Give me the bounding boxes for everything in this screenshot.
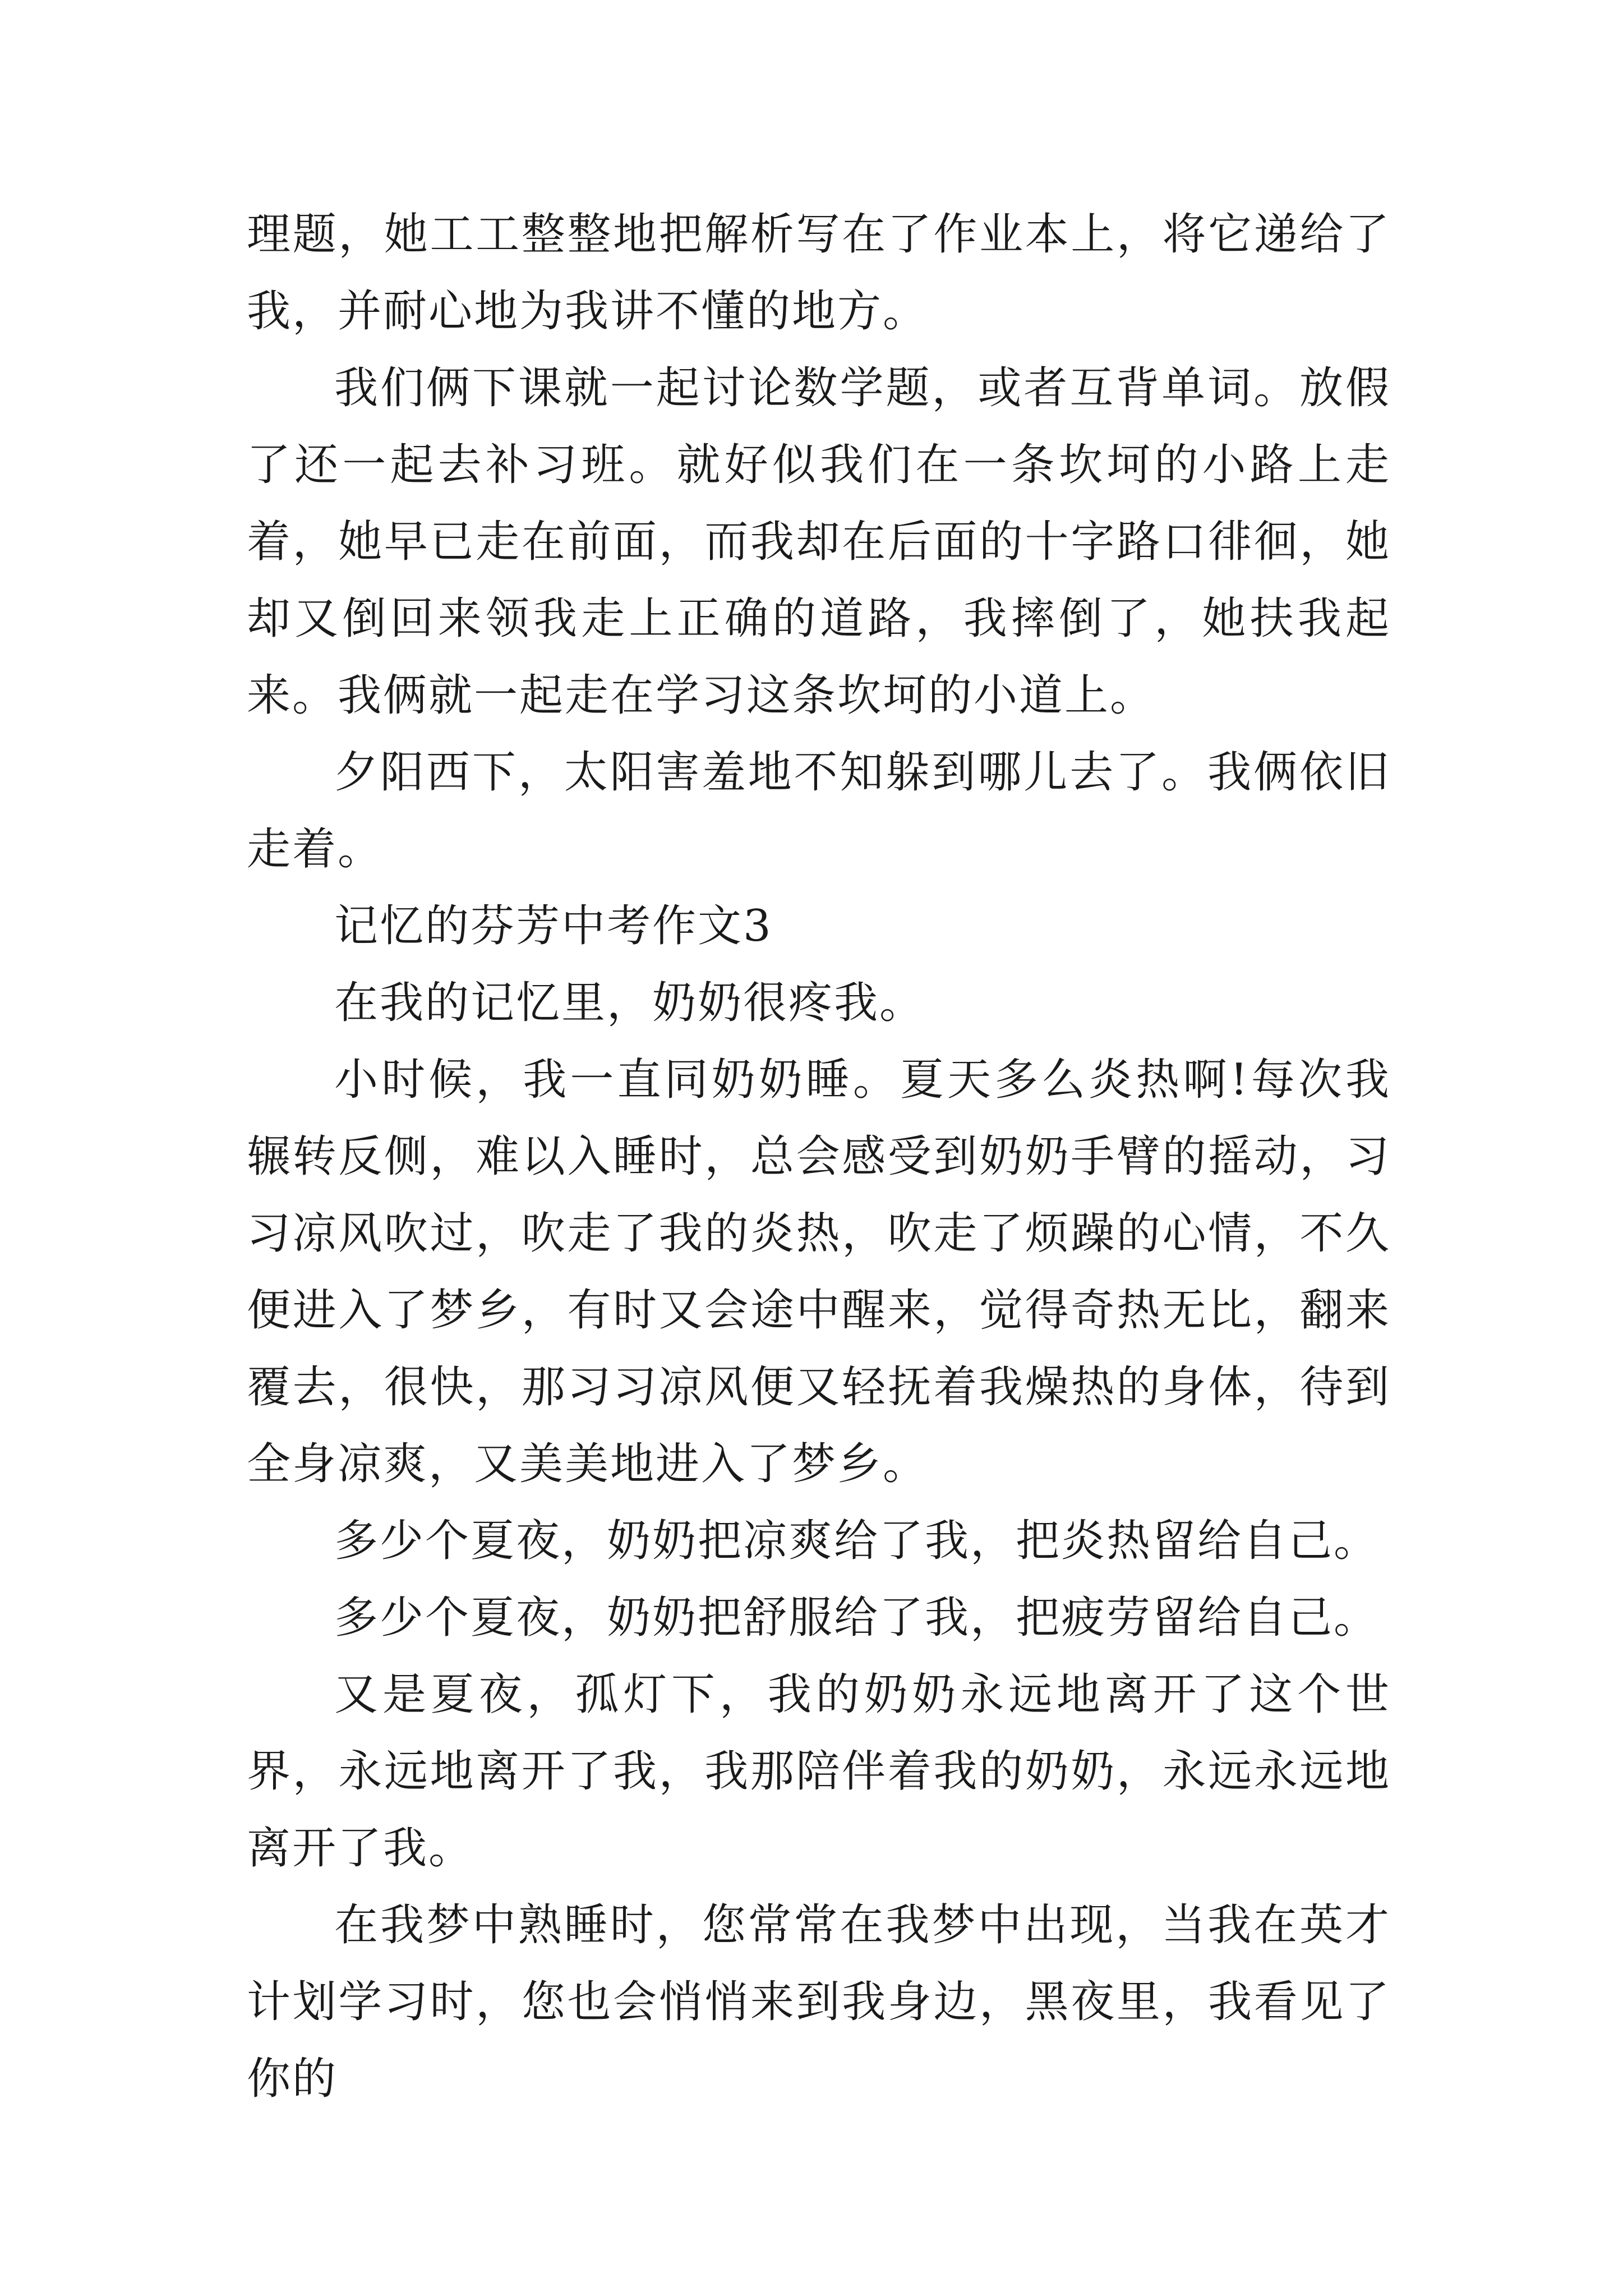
paragraph: 又是夏夜，孤灯下，我的奶奶永远地离开了这个世界，永远地离开了我，我那陪伴着我的奶奶，永远永远地离开了我。 xyxy=(247,1669,1391,1874)
paragraph: 小时候，我一直同奶奶睡。夏天多么炎热啊!每次我辗转反侧，难以入睡时，总会感受到奶奶手臂的摇动，习习凉风吹过，吹走了我的炎热，吹走了烦躁的心情，不久便进入了梦乡，有时又会途中醒来，觉得奇热无比，翻来覆去，很快，那习习凉风便又轻抚着我燥热的身体，待到全身凉爽，又美美地进入了梦乡。 xyxy=(247,1055,1391,1489)
paragraph: 多少个夏夜，奶奶把凉爽给了我，把炎热留给自己。 xyxy=(334,1516,1380,1566)
paragraph: 在我梦中熟睡时，您常常在我梦中出现，当我在英才计划学习时，您也会悄悄来到我身边，黑夜里，我看见了你的 xyxy=(247,1900,1391,2104)
paragraph: 在我的记忆里，奶奶很疼我。 xyxy=(334,978,925,1028)
section-heading: 记忆的芬芳中考作文3 xyxy=(334,901,773,951)
paragraph-continued: 理题，她工工整整地把解析写在了作业本上，将它递给了我，并耐心地为我讲不懂的地方。 xyxy=(247,209,1391,337)
paragraph: 我们俩下课就一起讨论数学题，或者互背单词。放假了还一起去补习班。就好似我们在一条坎坷的小路上走着，她早已走在前面，而我却在后面的十字路口徘徊，她却又倒回来领我走上正确的道路，我摔倒了，她扶我起来。我俩就一起走在学习这条坎坷的小道上。 xyxy=(247,363,1391,721)
essay-body xyxy=(247,196,1391,2118)
paragraph: 夕阳西下，太阳害羞地不知躲到哪儿去了。我俩依旧走着。 xyxy=(247,747,1391,875)
paragraph: 多少个夏夜，奶奶把舒服给了我，把疲劳留给自己。 xyxy=(334,1593,1380,1643)
